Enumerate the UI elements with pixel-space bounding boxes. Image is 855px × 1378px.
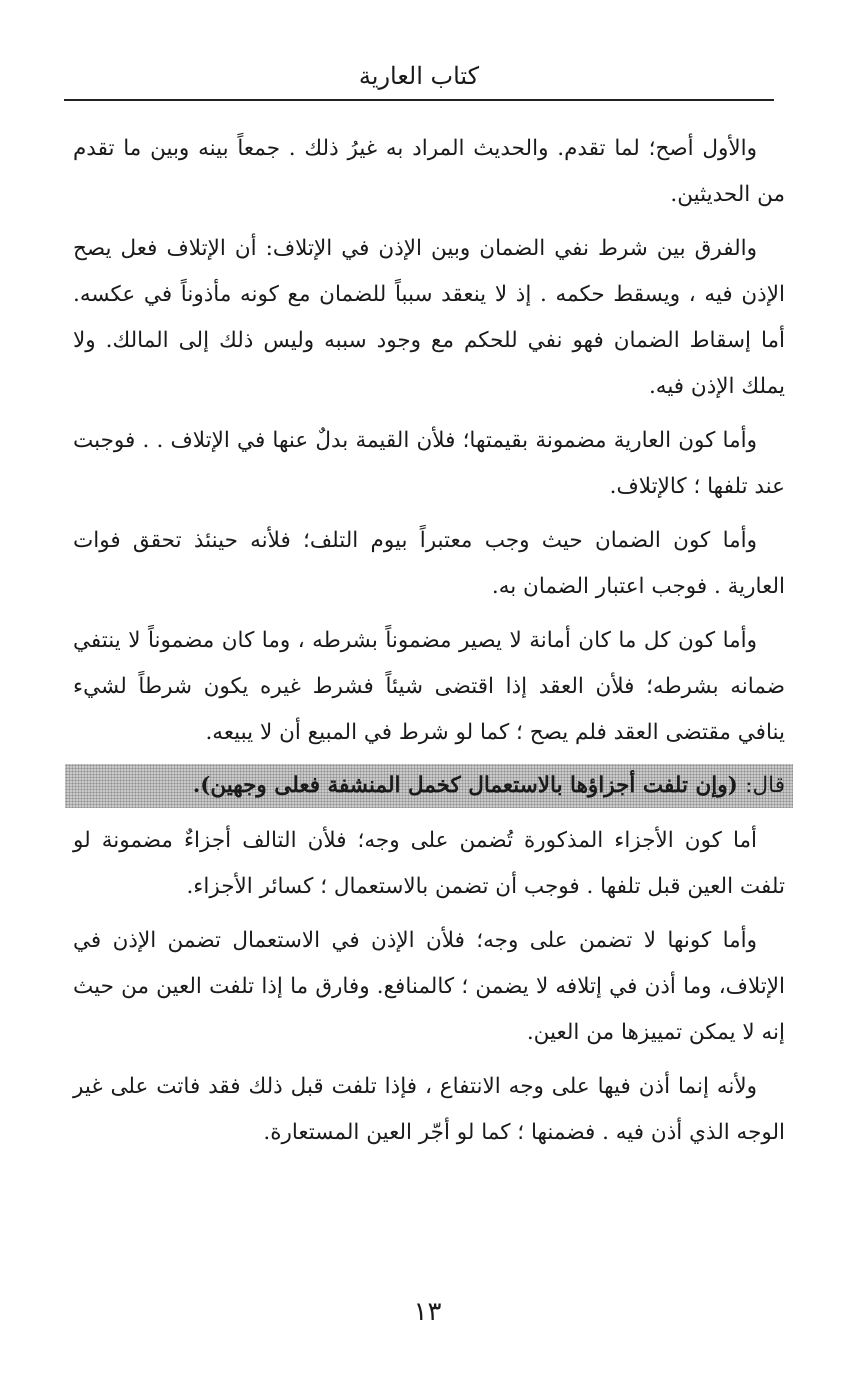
running-header-title: كتاب العارية xyxy=(358,62,480,90)
paragraph-7: وأما كونها لا تضمن على وجه؛ فلأن الإذن في الاستعمال تضمن الإذن في الإتلاف، وما أذن في إتلافه لا يضمن ؛ كالمنافع. وفارق ما إذا تلفت العين من حيث إنه لا يمكن تمييزها من العين. xyxy=(73,928,785,1045)
page-body xyxy=(73,126,785,1164)
paragraph-1: والأول أصح؛ لما تقدم. والحديث المراد به غيرُ ذلك . جمعاً بينه وبين ما تقدم من الحديثين. xyxy=(73,136,785,207)
paragraph-5: وأما كون كل ما كان أمانة لا يصير مضموناً بشرطه ، وما كان مضموناً لا ينتفي ضمانه بشرطه؛ فلأن العقد إذا اقتضى شيئاً فشرط غيره يكون شرطاً لشيء ينافي مقتضى العقد فلم يصح ؛ كما لو شرط في المبيع أن لا يبيعه. xyxy=(73,628,785,745)
matn-text: (وإن تلفت أجزاؤها بالاستعمال كخمل المنشفة فعلى وجهين). xyxy=(192,773,738,798)
paragraph-4: وأما كون الضمان حيث وجب معتبراً بيوم التلف؛ فلأنه حينئذ تحقق فوات العارية . فوجب اعتبار الضمان به. xyxy=(73,528,785,599)
header-divider xyxy=(64,99,774,101)
paragraph-8: ولأنه إنما أذن فيها على وجه الانتفاع ، فإذا تلفت قبل ذلك فقد فاتت على غير الوجه الذي أذن فيه . فضمنها ؛ كما لو أجّر العين المستعارة. xyxy=(73,1074,785,1145)
matn-highlighted-line xyxy=(65,764,793,808)
page-number: ١٣ xyxy=(413,1297,442,1327)
matn-prefix: قال: xyxy=(745,773,785,798)
paragraph-6: أما كون الأجزاء المذكورة تُضمن على وجه؛ فلأن التالف أجزاءٌ مضمونة لو تلفت العين قبل تلفها . فوجب أن تضمن بالاستعمال ؛ كسائر الأجزاء. xyxy=(73,828,785,899)
paragraph-3: وأما كون العارية مضمونة بقيمتها؛ فلأن القيمة بدلٌ عنها في الإتلاف . . فوجبت عند تلفها ؛ كالإتلاف. xyxy=(73,428,785,499)
paragraph-2: والفرق بين شرط نفي الضمان وبين الإذن في الإتلاف: أن الإتلاف فعل يصح الإذن فيه ، ويسقط حكمه . إذ لا ينعقد سبباً للضمان مع كونه مأذوناً في عكسه. أما إسقاط الضمان فهو نفي للحكم مع وجود سببه وليس ذلك إلى المالك. ولا يملك الإذن فيه. xyxy=(73,236,785,399)
